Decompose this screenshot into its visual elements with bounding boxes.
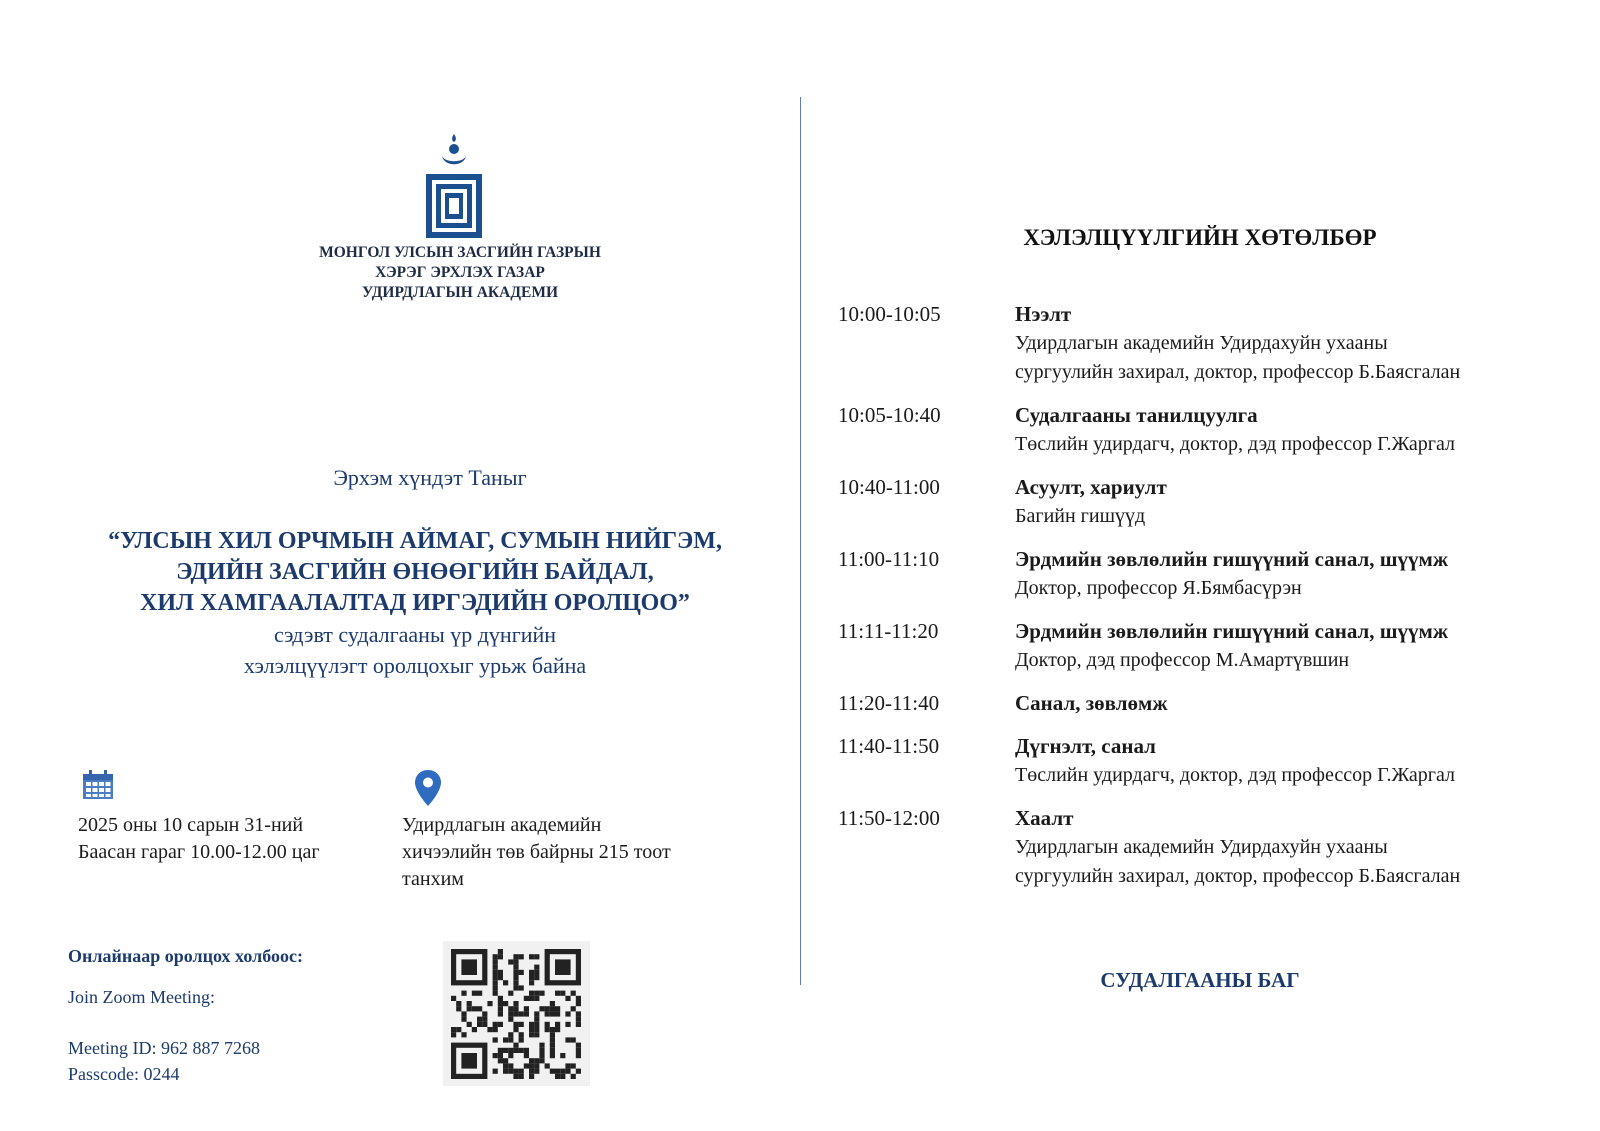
meeting-id: Meeting ID: 962 887 7268 [68,1038,260,1058]
agenda-body [1015,400,1578,459]
date-line: 2025 оны 10 сарын 31-ний [78,814,304,836]
location-pin-icon [415,770,441,806]
org-line: МОНГОЛ УЛСЫН ЗАСГИЙН ГАЗРЫН [319,244,601,261]
agenda-item [838,616,1578,675]
agenda-body [1015,472,1578,531]
agenda-item [838,688,1578,718]
agenda-time: 10:00-10:05 [838,302,941,326]
agenda-description: Багийн гишүүд [1015,505,1146,527]
title-line: ХИЛ ХАМГААЛАЛТАД ИРГЭДИЙН ОРОЛЦОО” [140,590,690,616]
agenda-time: 11:11-11:20 [838,619,939,643]
agenda-time: 11:40-11:50 [838,734,940,758]
program-title: ХЭЛЭЛЦҮҮЛГИЙН ХӨТӨЛБӨР [1023,225,1377,250]
research-team: СУДАЛГААНЫ БАГ [1100,968,1300,992]
agenda-title: Хаалт [1015,806,1074,830]
event-date [78,812,320,866]
place-line: танхим [402,868,464,890]
subtitle-line: хэлэлцүүлэгт оролцохыг урьж байна [243,653,587,678]
passcode: Passcode: 0244 [68,1064,180,1084]
invitation-title [55,526,775,681]
organization-name [280,243,640,303]
subtitle-line: сэдэвт судалгааны үр дүнгийн [273,622,557,647]
agenda-body [1015,688,1578,718]
place-line: Удирдлагын академийн [402,814,602,836]
agenda-title: Асуулт, хариулт [1015,475,1167,499]
org-line: ХЭРЭГ ЭРХЛЭХ ГАЗАР [375,264,545,281]
agenda-list [838,299,1578,904]
agenda-description: Төслийн удирдагч, доктор, дэд профессор Г.Жаргал [1015,433,1455,455]
agenda-time: 10:40-11:00 [838,475,940,499]
title-line: ЭДИЙН ЗАСГИЙН ӨНӨӨГИЙН БАЙДАЛ, [176,559,654,585]
online-label: Онлайнаар оролцох холбоос: [68,946,303,966]
agenda-time: 11:20-11:40 [838,691,940,715]
org-line: УДИРДЛАГЫН АКАДЕМИ [361,284,559,301]
date-line: Баасан гараг 10.00-12.00 цаг [78,841,320,863]
qr-code[interactable] [443,941,590,1086]
agenda-title: Судалгааны танилцуулга [1015,403,1258,427]
agenda-time: 11:50-12:00 [838,806,940,830]
agenda-item [838,544,1578,603]
agenda-body [1015,803,1578,891]
agenda-title: Дүгнэлт, санал [1015,734,1156,758]
qr-code-icon [443,941,590,1086]
agenda-item [838,731,1578,790]
meeting-credentials [68,1035,260,1087]
agenda-body [1015,544,1578,603]
agenda-description: Доктор, дэд профессор М.Амартүвшин [1015,649,1350,671]
agenda-body [1015,299,1578,387]
agenda-title: Эрдмийн зөвлөлийн гишүүний санал, шүүмж [1015,547,1449,571]
agenda-body [1015,731,1578,790]
column-divider [800,97,801,985]
agenda-item [838,299,1578,387]
agenda-description: Төслийн удирдагч, доктор, дэд профессор Г.Жаргал [1015,764,1455,786]
calendar-icon [82,770,114,800]
agenda-item [838,472,1578,531]
agenda-description: сургуулийн захирал, доктор, профессор Б.Баясгалан [1015,361,1461,383]
agenda-description: сургуулийн захирал, доктор, профессор Б.Баясгалан [1015,865,1461,887]
agenda-item [838,803,1578,891]
place-line: хичээлийн төв байрны 215 тоот [402,841,671,863]
agenda-time: 11:00-11:10 [838,547,940,571]
greeting: Эрхэм хүндэт Таныг [333,465,527,490]
agenda-title: Санал, зөвлөмж [1015,691,1168,715]
agenda-description: Доктор, профессор Я.Бямбасүрэн [1015,577,1302,599]
title-line: “УЛСЫН ХИЛ ОРЧМЫН АЙМАГ, СУМЫН НИЙГЭМ, [108,528,722,554]
event-place [402,812,742,893]
agenda-time: 10:05-10:40 [838,403,941,427]
agenda-item [838,400,1578,459]
agenda-title: Нээлт [1015,302,1072,326]
agenda-body [1015,616,1578,675]
agenda-title: Эрдмийн зөвлөлийн гишүүний санал, шүүмж [1015,619,1449,643]
zoom-meeting-link[interactable]: Join Zoom Meeting: [68,987,215,1007]
agenda-description: Удирдлагын академийн Удирдахуйн ухааны [1015,332,1388,354]
agenda-description: Удирдлагын академийн Удирдахуйн ухааны [1015,836,1388,858]
soyombo-logo [422,132,486,242]
